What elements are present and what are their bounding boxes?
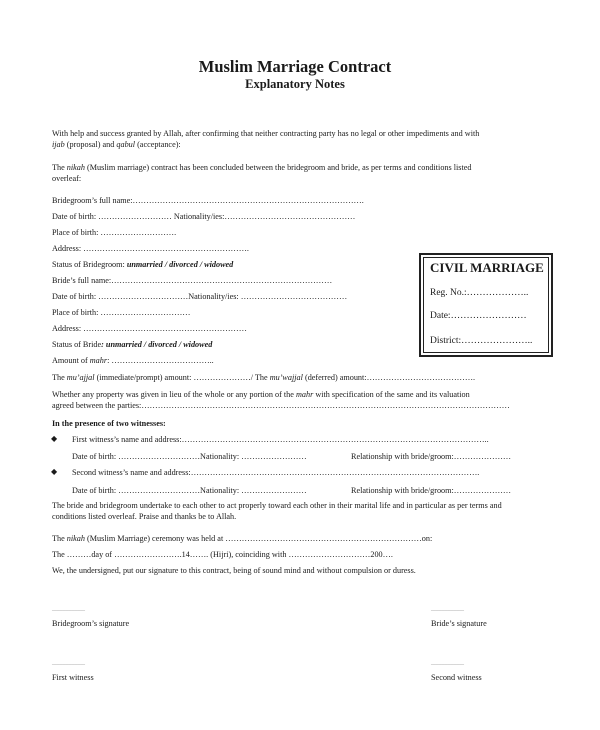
nikah-para-line-2: overleaf: — [52, 174, 82, 183]
groom-signature-label: Bridegroom’s signature — [52, 619, 130, 628]
qabul-term: qabul — [116, 140, 136, 149]
mahr-amount-field[interactable] — [52, 355, 214, 366]
groom-status-value: unmarried / divorced / widowed — [126, 260, 234, 269]
bride-pob-field[interactable]: Place of birth: …………………………… — [52, 308, 191, 317]
civil-marriage-box — [419, 253, 553, 357]
bullet-diamond-icon: ◆ — [51, 467, 58, 476]
first-witness-name-field[interactable]: First witness’s name and address:………………………………………………………………………………………………….. — [72, 435, 489, 444]
mahr-term: mahr — [89, 356, 108, 365]
witnesses-heading: In the presence of two witnesses: — [52, 419, 166, 428]
ceremony-place-field[interactable] — [52, 533, 432, 544]
undertake-line-1: The bride and bridegroom undertake to each other to act properly toward each other in their marital life and in particular as per terms and — [52, 501, 502, 510]
property-line-1 — [52, 389, 470, 400]
held-pre: The — [52, 534, 67, 543]
bride-status-field[interactable] — [52, 339, 212, 350]
held-nikah-term: nikah — [66, 534, 85, 543]
page-title: Muslim Marriage Contract — [198, 57, 392, 76]
groom-signature-line: ___________ — [52, 606, 85, 612]
groom-dob-field[interactable]: Date of birth: ……………………… Nationality/ies:………………………………………… — [52, 212, 356, 221]
civil-date-field[interactable]: Date:…………………… — [430, 311, 527, 321]
first-witness-signature-label: First witness — [52, 673, 94, 682]
civil-marriage-title: CIVIL MARRIAGE — [430, 260, 544, 275]
intro-line-1: With help and success granted by Allah, after confirming that neither contracting party has no legal or other impediments and with — [52, 129, 480, 138]
muwajjal-term: mu’wajjal — [269, 373, 303, 382]
nikah-para-line-1 — [52, 162, 472, 173]
civil-reg-no-field[interactable]: Reg. No.:……………….. — [430, 288, 529, 298]
muwajjal-post: (deferred) amount:…………………………………. — [302, 373, 476, 382]
nikah-post: (Muslim marriage) contract has been concluded between the bridegroom and bride, as per terms and conditions listed — [84, 163, 472, 172]
bride-address-field[interactable]: Address: …………………………………………………… — [52, 324, 247, 333]
bride-signature-label: Bride’s signature — [431, 619, 487, 628]
first-witness-dob-field[interactable]: Date of birth: …………………………Nationality: …………………… — [72, 452, 307, 461]
signature-declaration: We, the undersigned, put our signature to this contract, being of sound mind and without compulsion or duress. — [52, 566, 416, 575]
ceremony-date-field[interactable]: The ………day of …………………….14……. (Hijri), coinciding with …………………………200…. — [52, 550, 393, 559]
mahr-post: : ……………………………….. — [107, 356, 214, 365]
second-witness-name-field[interactable]: Second witness’s name and address:……………………………………………………………………………………………. — [72, 468, 480, 477]
nikah-term: nikah — [66, 163, 85, 172]
muajjal-mid: (immediate/prompt) amount: …………………/ The — [94, 373, 270, 382]
mahr-pre: Amount of — [52, 356, 90, 365]
intro-mid: (proposal) and — [64, 140, 117, 149]
muajjal-pre: The — [52, 373, 67, 382]
second-witness-relationship-field[interactable]: Relationship with bride/groom:………………… — [351, 486, 512, 495]
intro-end: (acceptance): — [135, 140, 181, 149]
bride-dob-field[interactable]: Date of birth: ……………………………Nationality/ies: ………………………………… — [52, 292, 348, 301]
bride-status-value: : unmarried / divorced / widowed — [101, 340, 213, 349]
bride-status-label: Status of Bride — [52, 340, 102, 349]
nikah-pre: The — [52, 163, 67, 172]
bride-signature-line: ___________ — [431, 606, 464, 612]
groom-status-label: Status of Bridegroom: — [52, 260, 127, 269]
groom-full-name-field[interactable]: Bridegroom’s full name:…………………………………………………………………………. — [52, 196, 364, 205]
property-post: with specification of the same and its valuation — [313, 390, 470, 399]
muajjal-term: mu’ajjal — [66, 373, 95, 382]
groom-address-field[interactable]: Address: ……………………………………………………. — [52, 244, 249, 253]
second-witness-dob-field[interactable]: Date of birth: …………………………Nationality: …………………… — [72, 486, 307, 495]
property-field[interactable]: agreed between the parties:……………………………………………………………………………………………………………………… — [52, 401, 510, 410]
held-post: (Muslim Marriage) ceremony was held at ………………………………………………………………on: — [84, 534, 433, 543]
page-subtitle: Explanatory Notes — [245, 77, 345, 91]
groom-status-field[interactable] — [52, 259, 233, 270]
property-pre: Whether any property was given in lieu of the whole or any portion of the — [52, 390, 296, 399]
bride-full-name-field[interactable]: Bride’s full name:……………………………………………………………………… — [52, 276, 333, 285]
undertake-line-2: conditions listed overleaf. Praise and thanks be to Allah. — [52, 512, 237, 521]
groom-pob-field[interactable]: Place of birth: ………………………. — [52, 228, 177, 237]
second-witness-signature-line: ___________ — [431, 660, 464, 666]
property-mahr-term: mahr — [295, 390, 314, 399]
bullet-diamond-icon: ◆ — [51, 434, 58, 443]
muajjal-amount-field[interactable] — [52, 372, 475, 383]
first-witness-signature-line: ___________ — [52, 660, 85, 666]
first-witness-relationship-field[interactable]: Relationship with bride/groom:………………… — [351, 452, 512, 461]
intro-line-2 — [52, 139, 181, 150]
civil-district-field[interactable]: District:………………….. — [430, 336, 533, 346]
ijab-term: ijab — [52, 140, 65, 149]
second-witness-signature-label: Second witness — [431, 673, 482, 682]
